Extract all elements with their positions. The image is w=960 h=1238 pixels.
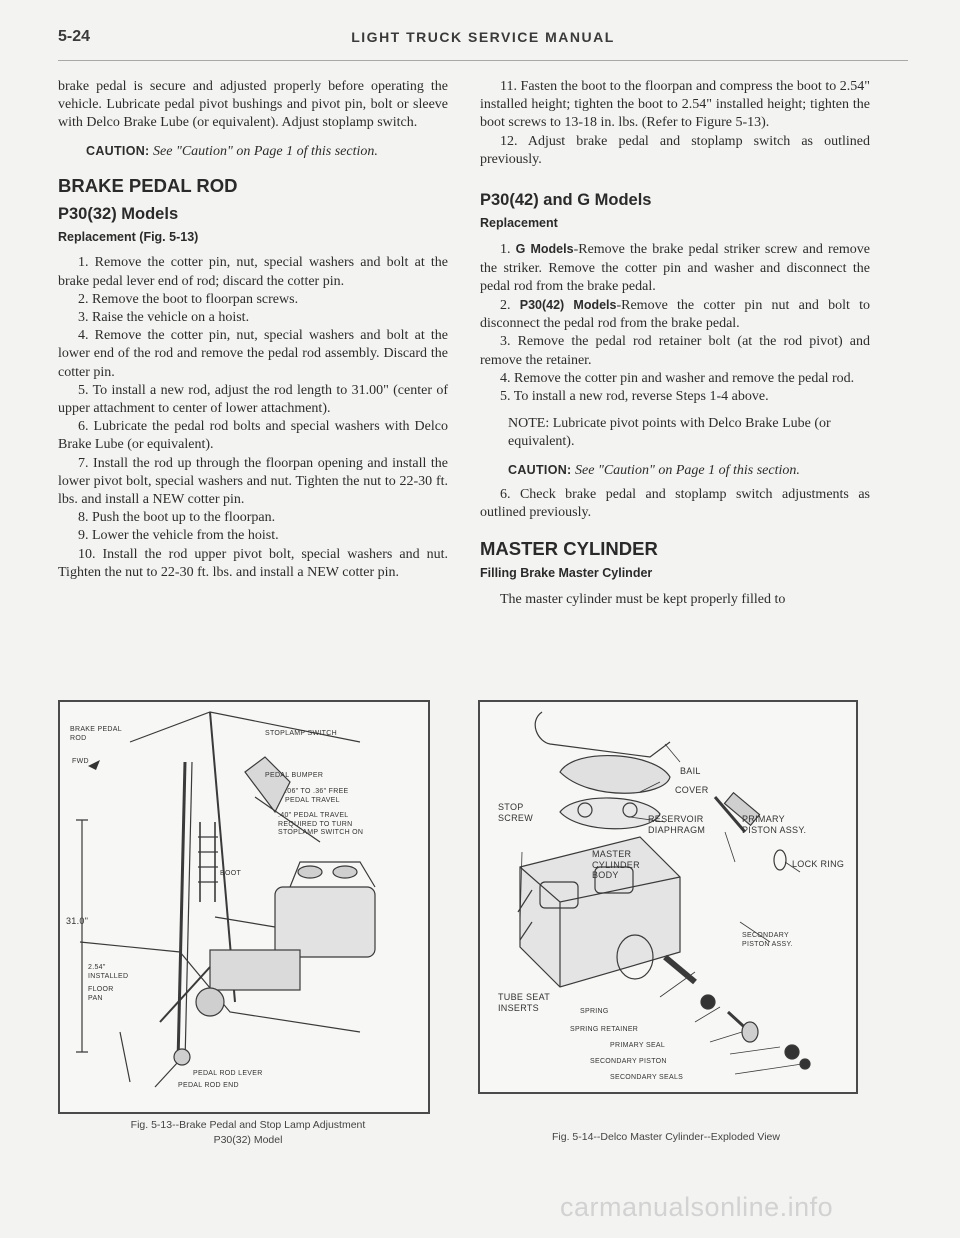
step-g-1-model: G Models bbox=[515, 242, 574, 257]
section-title-master-cylinder: MASTER CYLINDER bbox=[480, 538, 658, 560]
label-tube-seat-inserts: TUBE SEAT INSERTS bbox=[498, 992, 551, 1013]
label-reservoir-diaphragm: RESERVOIR DIAPHRAGM bbox=[648, 814, 706, 835]
master-cylinder-exploded-drawing bbox=[480, 702, 856, 1092]
section-title-p30-42-g: P30(42) and G Models bbox=[480, 191, 652, 210]
step-4: 4. Remove the cotter pin, nut, special washers and bolt at the lower end of the rod and remove the pedal rod assembly. Discard the cotter pin. bbox=[58, 328, 448, 380]
label-stop-screw: STOP SCREW bbox=[498, 802, 533, 823]
step-2: 2. Remove the boot to floorpan screws. bbox=[78, 291, 299, 307]
caution-note-2 bbox=[508, 461, 870, 480]
filling-paragraph: The master cylinder must be kept properly filled to bbox=[500, 591, 786, 607]
label-master-cylinder-body: MASTER CYLINDER BODY bbox=[592, 849, 640, 880]
right-column bbox=[480, 78, 870, 609]
step-3: 3. Raise the vehicle on a hoist. bbox=[78, 310, 250, 326]
label-pedal-bumper: PEDAL BUMPER bbox=[265, 772, 324, 779]
page-number: 5-24 bbox=[58, 28, 91, 45]
label-spring: SPRING bbox=[580, 1008, 609, 1015]
caution-text: See "Caution" on Page 1 of this section. bbox=[153, 143, 378, 159]
figure-5-14 bbox=[478, 700, 858, 1094]
section-title-brake-pedal-rod: BRAKE PEDAL ROD bbox=[58, 174, 238, 196]
step-g-2 bbox=[480, 296, 870, 333]
left-column bbox=[58, 78, 448, 582]
step-g-4: 4. Remove the cotter pin and washer and remove the pedal rod. bbox=[500, 370, 855, 386]
step-g-1-text: -Remove the brake pedal striker screw and remove the striker. Remove the cotter pin and washer and disconnect the pedal rod from the brake pedal. bbox=[480, 242, 871, 294]
caution-label-2: CAUTION: bbox=[508, 462, 572, 477]
label-installed-height: 2.54" INSTALLED bbox=[88, 964, 129, 980]
caution-label: CAUTION: bbox=[86, 143, 150, 158]
label-primary-seal: PRIMARY SEAL bbox=[610, 1042, 666, 1049]
label-pedal-travel: .40" PEDAL TRAVEL REQUIRED TO TURN STOPLAMP SWITCH ON bbox=[278, 812, 364, 836]
label-cover: COVER bbox=[675, 785, 709, 795]
label-secondary-seals: SECONDARY SEALS bbox=[610, 1074, 684, 1081]
figure-5-13-caption: Fig. 5-13--Brake Pedal and Stop Lamp Adjustment P30(32) Model bbox=[130, 1119, 366, 1146]
step-g-3: 3. Remove the pedal rod retainer bolt (at the rod pivot) and remove the retainer. bbox=[480, 334, 870, 368]
label-spring-retainer: SPRING RETAINER bbox=[570, 1026, 639, 1033]
intro-paragraph: brake pedal is secure and adjusted properly before operating the vehicle. Lubricate pedal pivot bushings and pivot pin, bolt or sleeve with Delco Brake Lube (or equivalent). Adjust stoplamp switch. bbox=[58, 79, 448, 131]
label-free-travel: .06" TO .36" FREE PEDAL TRAVEL bbox=[285, 788, 349, 804]
caution-text-2: See "Caution" on Page 1 of this section. bbox=[575, 462, 800, 478]
label-brake-pedal-rod: BRAKE PEDAL ROD bbox=[70, 726, 122, 742]
label-primary-piston-assy: PRIMARY PISTON ASSY. bbox=[742, 814, 807, 835]
step-9: 9. Lower the vehicle from the hoist. bbox=[78, 528, 279, 544]
step-11: 11. Fasten the boot to the floorpan and compress the boot to 2.54" installed height; tighten the boot to 2.54" installed height; tighten the boot screws to 13-18 in. lbs. (Refer to Figure 5-13). bbox=[480, 79, 870, 131]
step-8: 8. Push the boot up to the floorpan. bbox=[78, 510, 276, 526]
label-fwd: FWD bbox=[72, 758, 89, 765]
label-boot: BOOT bbox=[220, 870, 242, 877]
step-1: 1. Remove the cotter pin, nut, special washers and bolt at the brake pedal lever end of rod; discard the cotter pin. bbox=[58, 255, 448, 289]
caution-note bbox=[86, 142, 448, 161]
step-7: 7. Install the rod up through the floorpan opening and install the lower pivot bolt, special washers and nut. Tighten the nut to 22-30 ft. lbs. and install a NEW cotter pin. bbox=[58, 455, 448, 508]
label-pedal-rod-lever: PEDAL ROD LEVER bbox=[193, 1070, 263, 1077]
filling-heading: Filling Brake Master Cylinder bbox=[480, 566, 653, 581]
step-g-2-text: -Remove the cotter pin nut and bolt to disconnect the pedal rod from the brake pedal. bbox=[480, 298, 871, 332]
replacement-heading: Replacement (Fig. 5-13) bbox=[58, 230, 199, 245]
step-6: 6. Lubricate the pedal rod bolts and special washers with Delco Brake Lube (or equivalent). bbox=[58, 419, 448, 453]
step-g-5: 5. To install a new rod, reverse Steps 1-4 above. bbox=[500, 389, 769, 405]
step-g-1-number: 1. bbox=[500, 242, 511, 258]
replacement-heading-2: Replacement bbox=[480, 216, 558, 231]
label-bail: BAIL bbox=[680, 766, 701, 776]
figure-5-14-caption: Fig. 5-14--Delco Master Cylinder--Exploded View bbox=[552, 1131, 780, 1143]
step-5: 5. To install a new rod, adjust the rod length to 31.00" (center of upper attachment to center of lower attachment). bbox=[58, 382, 448, 417]
label-lock-ring: LOCK RING bbox=[792, 859, 845, 869]
page-header bbox=[58, 28, 908, 50]
label-pedal-rod-end: PEDAL ROD END bbox=[178, 1082, 239, 1089]
step-g-6: 6. Check brake pedal and stoplamp switch adjustments as outlined previously. bbox=[480, 486, 870, 521]
step-12: 12. Adjust brake pedal and stoplamp switch as outlined previously. bbox=[480, 133, 870, 167]
step-g-1 bbox=[480, 240, 870, 296]
brake-pedal-linkage-drawing bbox=[60, 702, 428, 1112]
step-g-2-model: P30(42) Models bbox=[519, 298, 617, 313]
label-stoplamp-switch: STOPLAMP SWITCH bbox=[265, 730, 337, 737]
label-floor-pan: FLOOR PAN bbox=[88, 986, 114, 1002]
header-rule bbox=[58, 60, 908, 61]
step-10: 10. Install the rod upper pivot bolt, special washers and nut. Tighten the nut to 22-30 ft. lbs. and install a NEW cotter pin. bbox=[58, 546, 448, 580]
manual-title: LIGHT TRUCK SERVICE MANUAL bbox=[351, 29, 615, 45]
procedure-steps bbox=[58, 254, 448, 582]
label-dimension-31: 31.0" bbox=[66, 916, 89, 926]
figure-5-13 bbox=[58, 700, 430, 1114]
label-secondary-piston: SECONDARY PISTON bbox=[590, 1058, 667, 1065]
note-lubricate: NOTE: Lubricate pivot points with Delco Brake Lube (or equivalent). bbox=[508, 416, 831, 450]
step-g-2-number: 2. bbox=[500, 298, 511, 314]
subsection-title-p30-32: P30(32) Models bbox=[58, 205, 179, 224]
watermark: carmanualsonline.info bbox=[560, 1192, 834, 1222]
label-secondary-piston-assy: SECONDARY PISTON ASSY. bbox=[742, 932, 793, 948]
